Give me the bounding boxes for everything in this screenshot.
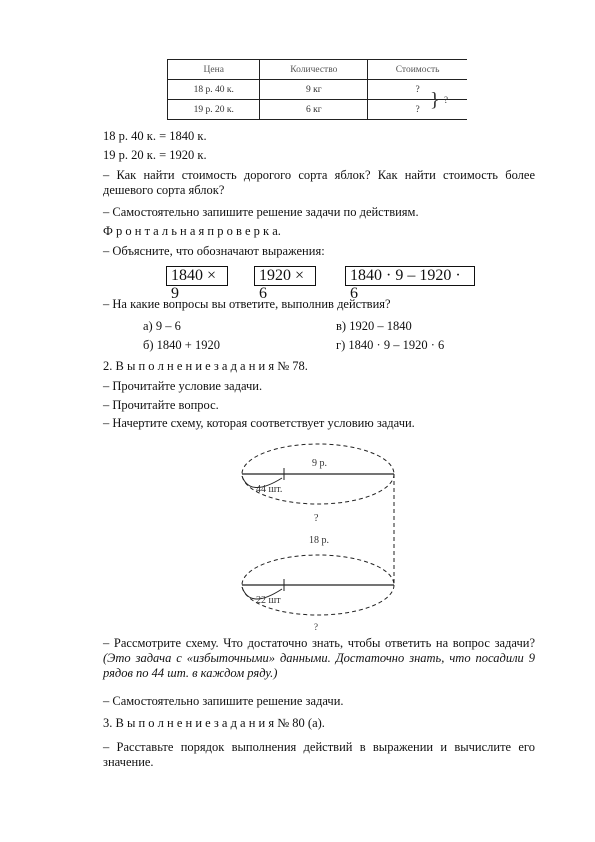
expression-box: 1840 · 9 – 1920 · 6 bbox=[345, 266, 475, 286]
bottom-question: ? bbox=[314, 622, 318, 632]
bottom-count: 22 шт bbox=[256, 595, 281, 606]
text-paragraph: – Как найти стоимость дорогого сорта яблок? Как найти стоимость более дешевого сорта яблок? bbox=[103, 168, 535, 197]
text-line: 19 р. 20 к. = 1920 к. bbox=[103, 148, 207, 162]
header-quantity: Количество bbox=[260, 60, 368, 80]
header-cost: Стоимость bbox=[368, 60, 467, 80]
text-line: 18 р. 40 к. = 1840 к. bbox=[103, 129, 207, 143]
top-count: 44 шт. bbox=[256, 484, 283, 495]
text-line: – Самостоятельно запишите решение задачи. bbox=[103, 694, 344, 708]
expression-box: 1840 × 9 bbox=[166, 266, 228, 286]
question-text: – Рассмотрите схему. Что достаточно знать, чтобы ответить на вопрос задачи? bbox=[103, 636, 535, 650]
text-line: – Самостоятельно запишите решение задачи по действиям. bbox=[103, 205, 419, 219]
expression-box: 1920 × 6 bbox=[254, 266, 316, 286]
text-line: – На какие вопросы вы ответите, выполнив действия? bbox=[103, 297, 391, 311]
option-a: а) 9 – 6 bbox=[143, 319, 181, 333]
text-line: – Начертите схему, которая соответствует условию задачи. bbox=[103, 416, 415, 430]
italic-note: (Это задача с «избыточными» данными. Достаточно знать, что посадили 9 рядов по 44 шт. в каждом ряду.) bbox=[103, 651, 535, 680]
table-cell: ? bbox=[368, 100, 467, 120]
table-cell: 9 кг bbox=[260, 80, 368, 100]
option-b: б) 1840 + 1920 bbox=[143, 338, 220, 352]
text-line: – Прочитайте условие задачи. bbox=[103, 379, 263, 393]
text-paragraph: – Расставьте порядок выполнения действий в выражении и вычислите его значение. bbox=[103, 740, 535, 769]
bottom-label: 18 р. bbox=[309, 535, 329, 546]
option-g: г) 1840 · 9 – 1920 · 6 bbox=[336, 338, 445, 352]
table-cell: 19 р. 20 к. bbox=[168, 100, 260, 120]
section-heading: 3. В ы п о л н е н и е з а д а н и я № 80 (а). bbox=[103, 716, 325, 730]
section-heading: 2. В ы п о л н е н и е з а д а н и я № 78. bbox=[103, 359, 308, 373]
table-cell: 6 кг bbox=[260, 100, 368, 120]
top-label: 9 р. bbox=[312, 458, 327, 469]
brace-question: ? bbox=[444, 95, 448, 105]
middle-question: ? bbox=[314, 513, 319, 524]
table-cell: ? bbox=[368, 80, 467, 100]
section-heading: Ф р о н т а л ь н а я п р о в е р к а. bbox=[103, 224, 281, 238]
option-v: в) 1920 – 1840 bbox=[336, 319, 412, 333]
brace: } bbox=[430, 89, 440, 111]
text-line: – Объясните, что обозначают выражения: bbox=[103, 244, 325, 258]
header-price: Цена bbox=[168, 60, 260, 80]
text-paragraph bbox=[103, 636, 535, 681]
text-line: – Прочитайте вопрос. bbox=[103, 398, 219, 412]
table-cell: 18 р. 40 к. bbox=[168, 80, 260, 100]
